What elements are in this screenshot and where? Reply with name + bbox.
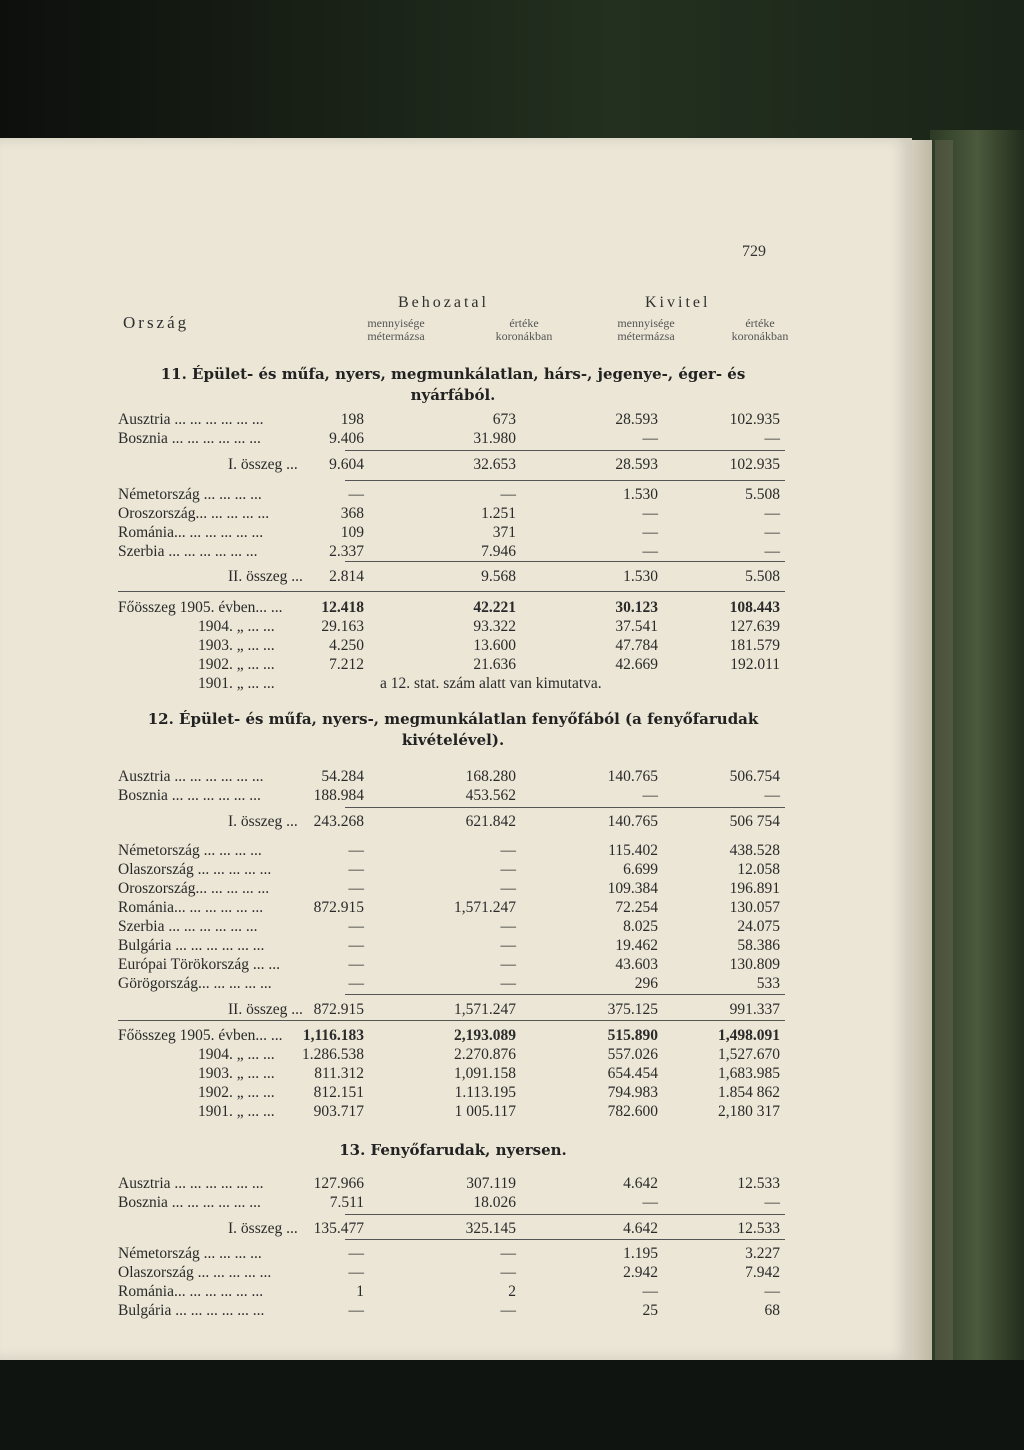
row-label: Románia... ... ... ... ... ... bbox=[118, 899, 264, 916]
cell-c3: 794.983 bbox=[607, 1084, 658, 1101]
cell-c2: 1.113.195 bbox=[454, 1084, 516, 1101]
cell-c1: 872.915 bbox=[313, 899, 364, 916]
cell-c1: 9.604 bbox=[329, 456, 364, 473]
table-row bbox=[118, 1103, 788, 1122]
cell-c4: — bbox=[764, 1283, 780, 1300]
cell-c4: — bbox=[764, 1194, 780, 1211]
table-row bbox=[118, 524, 788, 543]
cell-c2: 2 bbox=[508, 1283, 516, 1300]
page-number: 729 bbox=[742, 243, 766, 260]
cell-c2: — bbox=[500, 1245, 516, 1262]
cell-c2: 2.270.876 bbox=[454, 1046, 516, 1063]
row-label: 1903. „ ... ... bbox=[198, 637, 275, 654]
section-13-title: 13. Fenyőfarudak, nyersen. bbox=[339, 1141, 567, 1159]
rule-line bbox=[345, 1214, 785, 1215]
cell-c1: — bbox=[348, 842, 364, 859]
cell-c4: 192.011 bbox=[730, 656, 780, 673]
row-label: 1904. „ ... ... bbox=[198, 1046, 275, 1063]
cell-c4: 506.754 bbox=[729, 768, 780, 785]
section-11-title: 11. Épület- és műfa, nyers, megmunkálatlan, hárs-, jegenye-, éger- és nyárfából. bbox=[160, 365, 746, 404]
table-row bbox=[118, 1264, 788, 1283]
cell-c3: 782.600 bbox=[607, 1103, 658, 1120]
row-label: 1903. „ ... ... bbox=[198, 1065, 275, 1082]
cell-c4: 58.386 bbox=[737, 937, 780, 954]
cell-c3: — bbox=[642, 505, 658, 522]
cell-c3: 2.942 bbox=[623, 1264, 658, 1281]
cell-c3: 1.195 bbox=[623, 1245, 658, 1262]
cell-c3: 6.699 bbox=[623, 861, 658, 878]
cell-c4: 181.579 bbox=[729, 637, 780, 654]
cell-c4: — bbox=[764, 543, 780, 560]
cell-c1: 12.418 bbox=[321, 599, 364, 616]
cell-c3: 4.642 bbox=[623, 1175, 658, 1192]
row-label: Szerbia ... ... ... ... ... ... bbox=[118, 918, 258, 935]
cell-c2: — bbox=[500, 486, 516, 503]
rule-line bbox=[345, 807, 785, 808]
cell-c4: 130.809 bbox=[729, 956, 780, 973]
row-label: Főösszeg 1905. évben... ... bbox=[118, 1027, 283, 1044]
table-row bbox=[118, 1194, 788, 1213]
cell-c1: — bbox=[348, 1245, 364, 1262]
row-label: II. összeg ... bbox=[228, 568, 303, 585]
cell-c2: — bbox=[500, 842, 516, 859]
table-row bbox=[118, 568, 788, 587]
cell-c1: — bbox=[348, 975, 364, 992]
rule-line bbox=[118, 1020, 785, 1021]
table-row bbox=[118, 1220, 788, 1239]
cell-c3: — bbox=[642, 524, 658, 541]
cell-c1: 188.984 bbox=[313, 787, 364, 804]
row-label: Ausztria ... ... ... ... ... ... bbox=[118, 411, 264, 428]
cell-c3: 515.890 bbox=[607, 1027, 658, 1044]
cell-c3: 557.026 bbox=[607, 1046, 658, 1063]
background-bottom bbox=[0, 1360, 1024, 1450]
table-row bbox=[118, 1001, 788, 1020]
row-label: 1902. „ ... ... bbox=[198, 656, 275, 673]
row-label: Románia... ... ... ... ... ... bbox=[118, 1283, 264, 1300]
cell-c2: 621.842 bbox=[465, 813, 516, 830]
cell-c4: 196.891 bbox=[729, 880, 780, 897]
cell-c2: 13.600 bbox=[473, 637, 516, 654]
cell-c1: 127.966 bbox=[313, 1175, 364, 1192]
cell-c1: 109 bbox=[340, 524, 364, 541]
cell-c4: 108.443 bbox=[729, 599, 780, 616]
row-label: Németország ... ... ... ... bbox=[118, 842, 262, 859]
cell-c2: 168.280 bbox=[465, 768, 516, 785]
row-label: Bosznia ... ... ... ... ... ... bbox=[118, 430, 261, 447]
table-row bbox=[118, 842, 788, 861]
cell-c4: 102.935 bbox=[729, 456, 780, 473]
cell-c1: 2.814 bbox=[329, 568, 364, 585]
cell-c4: — bbox=[764, 505, 780, 522]
cell-c1: 7.511 bbox=[329, 1194, 364, 1211]
cell-c2: 673 bbox=[492, 411, 516, 428]
row-label: Bosznia ... ... ... ... ... ... bbox=[118, 787, 261, 804]
cell-c1: 1 bbox=[356, 1283, 364, 1300]
cell-c2: — bbox=[500, 880, 516, 897]
row-label: Ausztria ... ... ... ... ... ... bbox=[118, 768, 264, 785]
cell-c1: 903.717 bbox=[313, 1103, 364, 1120]
header-import: Behozatal bbox=[398, 294, 489, 311]
cell-c1: — bbox=[348, 880, 364, 897]
cell-c4: 438.528 bbox=[729, 842, 780, 859]
table-row bbox=[118, 956, 788, 975]
cell-c3: 25 bbox=[642, 1302, 658, 1319]
row-label: Németország ... ... ... ... bbox=[118, 1245, 262, 1262]
header-export-qty: mennyisége métermázsa bbox=[617, 316, 675, 343]
cell-c3: — bbox=[642, 430, 658, 447]
table-row bbox=[118, 618, 788, 637]
header-country: Ország bbox=[123, 313, 190, 332]
header-import-qty: mennyisége métermázsa bbox=[367, 316, 425, 343]
rule-line bbox=[345, 450, 785, 451]
rule-line bbox=[345, 994, 785, 995]
cell-c1: 198 bbox=[340, 411, 364, 428]
row-label: Olaszország ... ... ... ... ... bbox=[118, 1264, 272, 1281]
row-label: Románia... ... ... ... ... ... bbox=[118, 524, 264, 541]
header-import-value: értéke koronákban bbox=[495, 316, 553, 343]
cell-c3: 1.530 bbox=[623, 568, 658, 585]
cell-c2: 1,091.158 bbox=[454, 1065, 516, 1082]
cell-c3: — bbox=[642, 543, 658, 560]
cell-c1: 2.337 bbox=[329, 543, 364, 560]
cell-c2: 1,571.247 bbox=[454, 1001, 516, 1018]
rule-line bbox=[345, 1239, 785, 1240]
cell-c1: 872.915 bbox=[313, 1001, 364, 1018]
cell-c4: 102.935 bbox=[729, 411, 780, 428]
cell-c2: — bbox=[500, 1264, 516, 1281]
row-label: Bulgária ... ... ... ... ... ... bbox=[118, 937, 265, 954]
cell-c4: 1.854 862 bbox=[718, 1084, 780, 1101]
cell-c1: — bbox=[348, 861, 364, 878]
table-row bbox=[118, 675, 788, 694]
table-row bbox=[118, 1065, 788, 1084]
cell-c2: 18.026 bbox=[473, 1194, 516, 1211]
cell-c3: 296 bbox=[634, 975, 658, 992]
background-top bbox=[0, 0, 1024, 140]
table-row bbox=[118, 486, 788, 505]
cell-c2: 32.653 bbox=[473, 456, 516, 473]
cell-c3: — bbox=[642, 787, 658, 804]
section-12-title: 12. Épület- és műfa, nyers-, megmunkálatlan fenyőfából (a fenyőfarudak kivételével). bbox=[147, 710, 759, 749]
cell-c2: 307.119 bbox=[466, 1175, 516, 1192]
cell-c4: 3.227 bbox=[745, 1245, 780, 1262]
cell-c2: 2,193.089 bbox=[454, 1027, 516, 1044]
cell-c2: 21.636 bbox=[473, 656, 516, 673]
cell-c2: 371 bbox=[492, 524, 516, 541]
cell-c1: 29.163 bbox=[321, 618, 364, 635]
table-row bbox=[118, 456, 788, 475]
row-label: Görögország... ... ... ... ... bbox=[118, 975, 272, 992]
cell-c3: 72.254 bbox=[615, 899, 658, 916]
cell-c1: — bbox=[348, 956, 364, 973]
table-row bbox=[118, 918, 788, 937]
row-label: 1901. „ ... ... bbox=[198, 675, 275, 692]
row-label: 1901. „ ... ... bbox=[198, 1103, 275, 1120]
cell-c1: 1,116.183 bbox=[302, 1027, 364, 1044]
cell-c2: — bbox=[500, 975, 516, 992]
cell-c2: 1.251 bbox=[481, 505, 516, 522]
table-row bbox=[118, 1084, 788, 1103]
cell-c4: 68 bbox=[764, 1302, 780, 1319]
cell-c4: 130.057 bbox=[729, 899, 780, 916]
cell-c3: 37.541 bbox=[615, 618, 658, 635]
cell-c2: 7.946 bbox=[481, 543, 516, 560]
cell-c4: 2,180 317 bbox=[718, 1103, 780, 1120]
table-row bbox=[118, 1175, 788, 1194]
row-label: Németország ... ... ... ... bbox=[118, 486, 262, 503]
row-label: I. összeg ... bbox=[228, 1220, 298, 1237]
cell-c4: 7.942 bbox=[745, 1264, 780, 1281]
row-label: 1902. „ ... ... bbox=[198, 1084, 275, 1101]
cell-c1: — bbox=[348, 937, 364, 954]
cell-c1: 1.286.538 bbox=[302, 1046, 364, 1063]
cell-c4: 1,498.091 bbox=[718, 1027, 780, 1044]
cell-c1: 368 bbox=[340, 505, 364, 522]
cell-c4: 5.508 bbox=[745, 486, 780, 503]
cell-c2: — bbox=[500, 956, 516, 973]
header-export-value: értéke koronákban bbox=[731, 316, 789, 343]
row-label: Oroszország... ... ... ... ... bbox=[118, 880, 270, 897]
cell-c4: 533 bbox=[756, 975, 780, 992]
cell-c4: 12.533 bbox=[737, 1220, 780, 1237]
header-export: Kivitel bbox=[645, 294, 711, 311]
rule-line bbox=[118, 591, 785, 592]
row-label: Olaszország ... ... ... ... ... bbox=[118, 861, 272, 878]
table-row bbox=[118, 1245, 788, 1264]
cell-c4: 24.075 bbox=[737, 918, 780, 935]
row-label: I. összeg ... bbox=[228, 813, 298, 830]
cell-c3: — bbox=[642, 1194, 658, 1211]
cell-c3: 375.125 bbox=[607, 1001, 658, 1018]
table-row bbox=[118, 975, 788, 994]
table-row bbox=[118, 1302, 788, 1321]
cell-c3: 47.784 bbox=[615, 637, 658, 654]
row-label: I. összeg ... bbox=[228, 456, 298, 473]
cell-c3: 8.025 bbox=[623, 918, 658, 935]
cell-c3: 30.123 bbox=[615, 599, 658, 616]
cell-c1: — bbox=[348, 1264, 364, 1281]
cell-c3: 140.765 bbox=[607, 813, 658, 830]
row-label: Főösszeg 1905. évben... ... bbox=[118, 599, 283, 616]
cell-c3: 42.669 bbox=[615, 656, 658, 673]
cell-c2: 9.568 bbox=[481, 568, 516, 585]
cell-c4: — bbox=[764, 787, 780, 804]
table-row bbox=[118, 768, 788, 787]
cell-c3: 109.384 bbox=[607, 880, 658, 897]
table-row bbox=[118, 543, 788, 562]
table-row bbox=[118, 899, 788, 918]
cell-c1: 812.151 bbox=[313, 1084, 364, 1101]
cell-c1: — bbox=[348, 918, 364, 935]
row-label: Bosznia ... ... ... ... ... ... bbox=[118, 1194, 261, 1211]
row-label: 1904. „ ... ... bbox=[198, 618, 275, 635]
table-row bbox=[118, 656, 788, 675]
table-row bbox=[118, 505, 788, 524]
cell-c4: 506 754 bbox=[729, 813, 780, 830]
cell-c4: 1,683.985 bbox=[718, 1065, 780, 1082]
table-row bbox=[118, 787, 788, 806]
row-note: a 12. stat. szám alatt van kimutatva. bbox=[380, 675, 602, 692]
cell-c2: — bbox=[500, 937, 516, 954]
cell-c2: 93.322 bbox=[473, 618, 516, 635]
page-edge bbox=[912, 140, 932, 1360]
cell-c3: 19.462 bbox=[615, 937, 658, 954]
cell-c2: 453.562 bbox=[465, 787, 516, 804]
table-row bbox=[118, 1027, 788, 1046]
cell-c2: 42.221 bbox=[473, 599, 516, 616]
cell-c4: 12.533 bbox=[737, 1175, 780, 1192]
cell-c2: 1 005.117 bbox=[454, 1103, 516, 1120]
cell-c3: 654.454 bbox=[607, 1065, 658, 1082]
cell-c4: 12.058 bbox=[737, 861, 780, 878]
table-row bbox=[118, 599, 788, 618]
cell-c2: — bbox=[500, 861, 516, 878]
row-label: Szerbia ... ... ... ... ... ... bbox=[118, 543, 258, 560]
table-row bbox=[118, 1046, 788, 1065]
cell-c3: 28.593 bbox=[615, 411, 658, 428]
row-label: Oroszország... ... ... ... ... bbox=[118, 505, 270, 522]
cell-c1: 243.268 bbox=[313, 813, 364, 830]
cell-c3: 1.530 bbox=[623, 486, 658, 503]
cell-c1: 4.250 bbox=[329, 637, 364, 654]
cell-c4: 991.337 bbox=[729, 1001, 780, 1018]
row-label: Ausztria ... ... ... ... ... ... bbox=[118, 1175, 264, 1192]
table-row bbox=[118, 937, 788, 956]
cell-c2: 31.980 bbox=[473, 430, 516, 447]
cell-c1: — bbox=[348, 1302, 364, 1319]
table-row bbox=[118, 813, 788, 832]
table-row bbox=[118, 637, 788, 656]
cell-c3: 4.642 bbox=[623, 1220, 658, 1237]
table-row bbox=[118, 861, 788, 880]
cell-c3: 43.603 bbox=[615, 956, 658, 973]
table-row bbox=[118, 880, 788, 899]
cell-c3: 140.765 bbox=[607, 768, 658, 785]
cell-c1: 7.212 bbox=[329, 656, 364, 673]
cell-c1: — bbox=[348, 486, 364, 503]
table-row bbox=[118, 430, 788, 449]
cell-c1: 135.477 bbox=[313, 1220, 364, 1237]
cell-c3: 28.593 bbox=[615, 456, 658, 473]
cell-c2: — bbox=[500, 918, 516, 935]
cell-c2: 1,571.247 bbox=[454, 899, 516, 916]
table-row bbox=[118, 411, 788, 430]
cell-c1: 811.312 bbox=[314, 1065, 364, 1082]
table-row bbox=[118, 1283, 788, 1302]
cell-c4: — bbox=[764, 524, 780, 541]
cell-c1: 54.284 bbox=[321, 768, 364, 785]
cell-c4: 1,527.670 bbox=[718, 1046, 780, 1063]
cell-c3: 115.402 bbox=[608, 842, 658, 859]
background-right bbox=[930, 130, 1024, 1450]
cell-c2: 325.145 bbox=[465, 1220, 516, 1237]
cell-c4: 127.639 bbox=[729, 618, 780, 635]
cell-c1: 9.406 bbox=[329, 430, 364, 447]
cell-c4: — bbox=[764, 430, 780, 447]
row-label: Bulgária ... ... ... ... ... ... bbox=[118, 1302, 265, 1319]
cell-c4: 5.508 bbox=[745, 568, 780, 585]
rule-line bbox=[345, 561, 785, 562]
rule-line bbox=[345, 480, 785, 481]
cell-c3: — bbox=[642, 1283, 658, 1300]
book-spine bbox=[935, 140, 953, 1440]
cell-c2: — bbox=[500, 1302, 516, 1319]
row-label: Európai Törökország ... ... bbox=[118, 956, 280, 973]
row-label: II. összeg ... bbox=[228, 1001, 303, 1018]
